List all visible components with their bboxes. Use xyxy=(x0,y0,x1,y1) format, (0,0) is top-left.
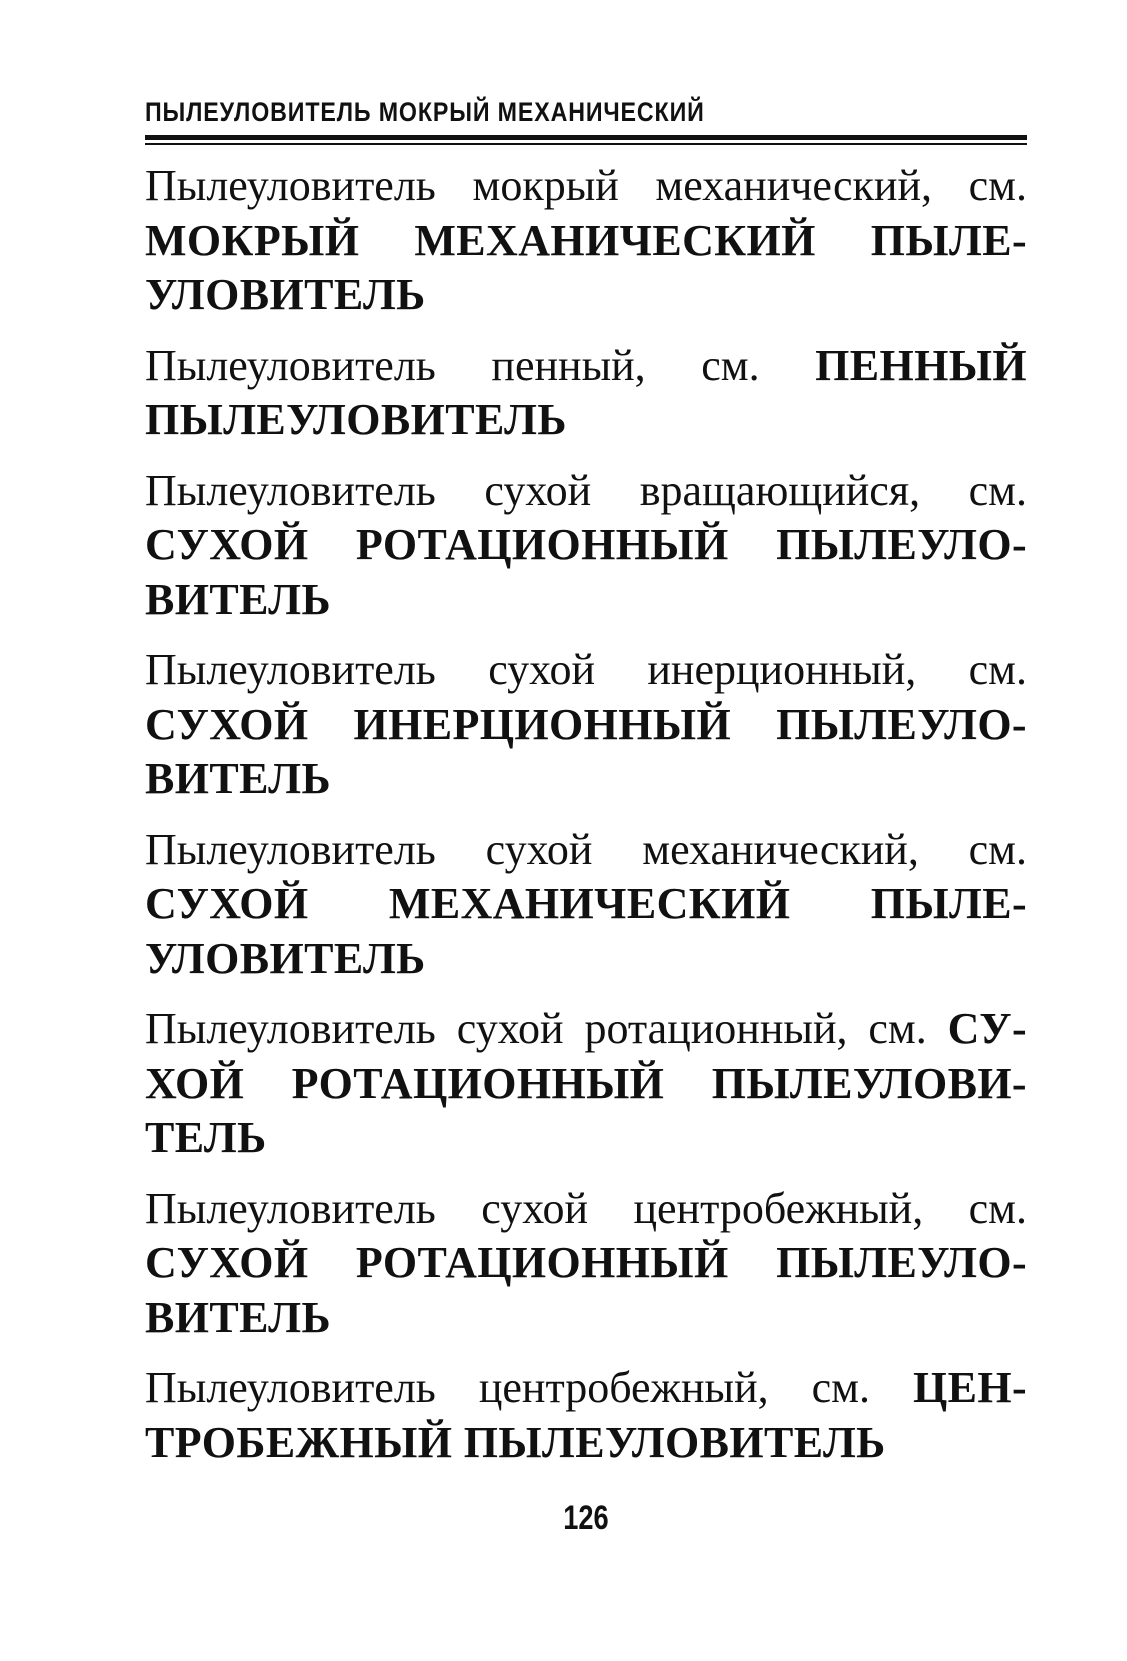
entry-term: Пылеуловитель сухой вращающийся, см. xyxy=(145,465,1027,515)
entry-cross-reference: ЦЕН-ТРОБЕЖНЫЙ ПЫЛЕУЛОВИТЕЛЬ xyxy=(145,1363,1028,1467)
book-page xyxy=(145,96,1027,1626)
entry-cross-reference: МОКРЫЙ МЕХАНИЧЕСКИЙ ПЫЛЕ-УЛОВИТЕЛЬ xyxy=(145,215,1027,319)
dictionary-entry xyxy=(145,823,1027,987)
entry-cross-reference: СУХОЙ РОТАЦИОННЫЙ ПЫЛЕУЛО-ВИТЕЛЬ xyxy=(145,520,1027,624)
page-number: 126 xyxy=(563,1499,609,1537)
entry-term: Пылеуловитель сухой механический, см. xyxy=(145,824,1027,874)
entry-term: Пылеуловитель сухой инерционный, см. xyxy=(145,645,1027,694)
entry-cross-reference: СУХОЙ МЕХАНИЧЕСКИЙ ПЫЛЕ-УЛОВИТЕЛЬ xyxy=(145,879,1027,983)
dictionary-entries xyxy=(145,159,1027,1470)
entry-term: Пылеуловитель сухой ротационный, см. xyxy=(145,1004,927,1053)
entry-cross-reference: СУХОЙ ИНЕРЦИОННЫЙ ПЫЛЕУЛО-ВИТЕЛЬ xyxy=(145,699,1027,803)
entry-cross-reference: СУХОЙ РОТАЦИОННЫЙ ПЫЛЕУЛО-ВИТЕЛЬ xyxy=(145,1238,1027,1342)
entry-term: Пылеуловитель пенный, см. xyxy=(145,340,760,390)
dictionary-entry xyxy=(145,1361,1027,1470)
dictionary-entry xyxy=(145,1182,1027,1346)
running-head: ПЫЛЕУЛОВИТЕЛЬ МОКРЫЙ МЕХАНИЧЕСКИЙ xyxy=(145,97,705,127)
dictionary-entry xyxy=(145,643,1027,807)
dictionary-entry xyxy=(145,339,1027,448)
entry-term: Пылеуловитель центробежный, см. xyxy=(145,1363,870,1412)
header-rule-thin xyxy=(145,143,1027,145)
entry-cross-reference: СУ-ХОЙ РОТАЦИОННЫЙ ПЫЛЕУЛОВИ-ТЕЛЬ xyxy=(145,1004,1028,1162)
dictionary-entry xyxy=(145,159,1027,323)
entry-cross-reference: ПЕННЫЙ ПЫЛЕУЛОВИТЕЛЬ xyxy=(145,340,1027,444)
dictionary-entry xyxy=(145,1002,1027,1166)
entry-term: Пылеуловитель сухой центробежный, см. xyxy=(145,1183,1027,1233)
dictionary-entry xyxy=(145,464,1027,628)
entry-term: Пылеуловитель мокрый механический, см. xyxy=(145,161,1027,210)
header-rule-thick xyxy=(145,135,1027,140)
